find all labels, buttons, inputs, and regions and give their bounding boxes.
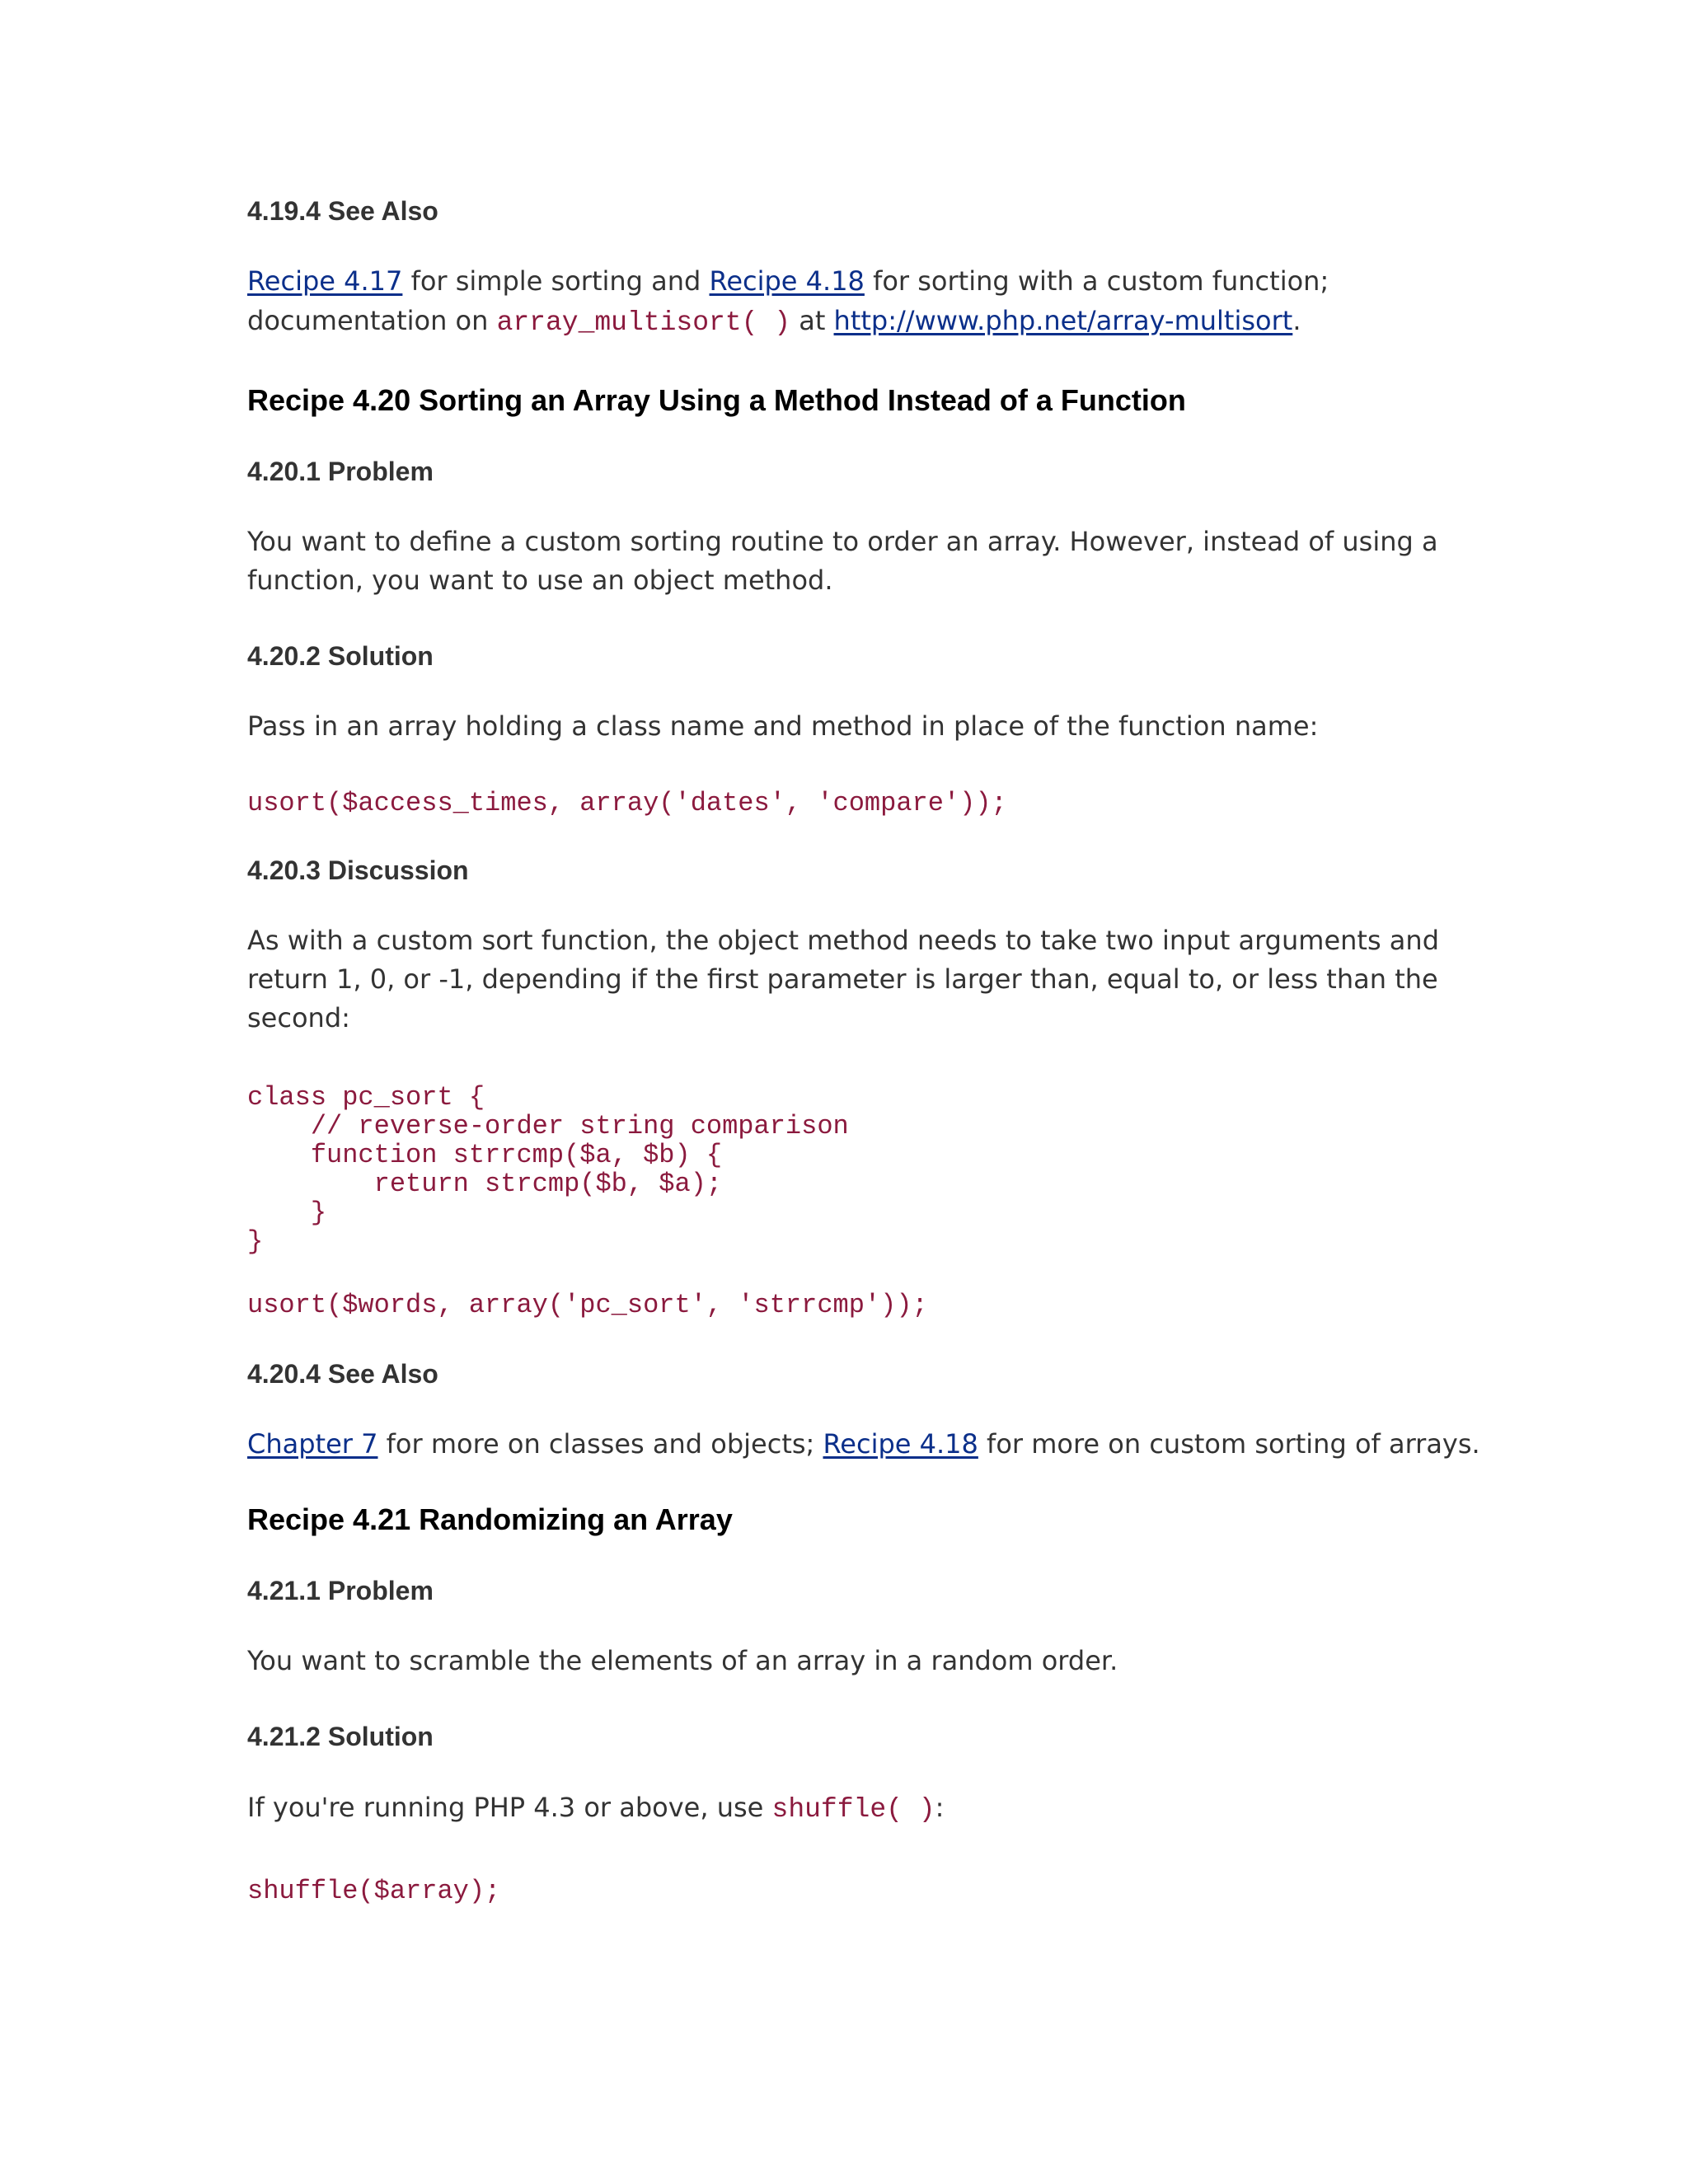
text: . [1292, 305, 1301, 336]
text: for simple sorting and [402, 265, 710, 297]
recipe-4-21-title: Recipe 4.21 Randomizing an Array [247, 1502, 733, 1536]
link-php-net-array-multisort[interactable]: http://www.php.net/array-multisort [833, 305, 1293, 336]
link-recipe-4-18[interactable]: Recipe 4.18 [823, 1428, 978, 1460]
inline-code-shuffle: shuffle( ) [771, 1794, 935, 1825]
solution-code-block-4-21: shuffle($array); [247, 1876, 501, 1906]
discussion-paragraph-line-3: second: [247, 1002, 350, 1033]
see-also-paragraph-line-1 [247, 262, 1329, 301]
text: If you're running PHP 4.3 or above, use [247, 1792, 772, 1823]
problem-paragraph-line-1: You want to define a custom sorting routine to order an array. However, instead of using a [247, 526, 1438, 557]
discussion-code-block-class: class pc_sort { // reverse-order string comparison function strrcmp($a, $b) { return strcmp($b, $a); } } [247, 1082, 849, 1257]
solution-code-block: usort($access_times, array('dates', 'compare')); [247, 788, 1007, 818]
see-also-paragraph-4-20 [247, 1425, 1480, 1464]
text: for more on custom sorting of arrays. [978, 1428, 1480, 1460]
discussion-code-block-usort: usort($words, array('pc_sort', 'strrcmp')); [247, 1290, 928, 1320]
inline-code-array-multisort: array_multisort( ) [496, 307, 791, 338]
solution-paragraph: Pass in an array holding a class name and method in place of the function name: [247, 710, 1319, 742]
see-also-paragraph-line-2 [247, 302, 1301, 342]
discussion-paragraph-line-1: As with a custom sort function, the object method needs to take two input arguments and [247, 925, 1439, 956]
problem-paragraph-4-21: You want to scramble the elements of an array in a random order. [247, 1645, 1118, 1676]
section-heading-4-21-1: 4.21.1 Problem [247, 1576, 434, 1605]
solution-paragraph-4-21 [247, 1788, 944, 1829]
link-recipe-4-18[interactable]: Recipe 4.18 [709, 265, 865, 297]
text: documentation on [247, 305, 497, 336]
problem-paragraph-line-2: function, you want to use an object method. [247, 565, 833, 596]
section-heading-4-20-3: 4.20.3 Discussion [247, 855, 469, 885]
text: for sorting with a custom function; [864, 265, 1329, 297]
section-heading-4-20-1: 4.20.1 Problem [247, 457, 434, 486]
section-heading-4-21-2: 4.21.2 Solution [247, 1722, 434, 1751]
section-heading-4-20-2: 4.20.2 Solution [247, 641, 434, 671]
recipe-4-20-title: Recipe 4.20 Sorting an Array Using a Method Instead of a Function [247, 383, 1186, 417]
section-heading-4-20-4: 4.20.4 See Also [247, 1359, 438, 1389]
text: : [935, 1792, 945, 1823]
link-chapter-7[interactable]: Chapter 7 [247, 1428, 378, 1460]
text: at [790, 305, 834, 336]
text: for more on classes and objects; [377, 1428, 823, 1460]
discussion-paragraph-line-2: return 1, 0, or -1, depending if the first parameter is larger than, equal to, or less than the [247, 963, 1438, 995]
link-recipe-4-17[interactable]: Recipe 4.17 [247, 265, 403, 297]
section-heading-4-19-4: 4.19.4 See Also [247, 196, 438, 226]
